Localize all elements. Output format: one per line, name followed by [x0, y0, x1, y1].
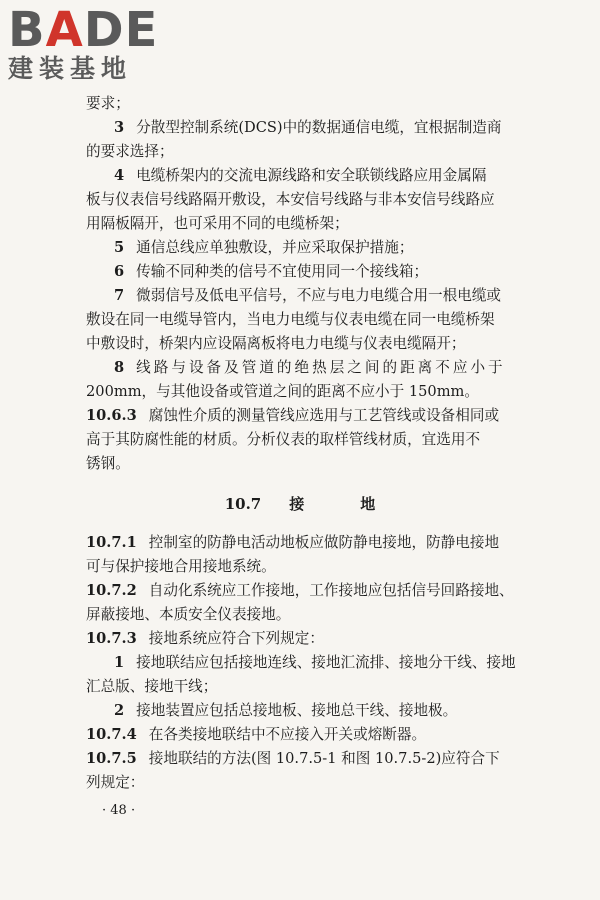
clause-10-6-3: 10.6.3 腐蚀性介质的测量管线应选用与工艺管线或设备相同或: [86, 407, 500, 424]
text-line: 敷设在同一电缆导管内，当电力电缆与仪表电缆在同一电缆桥架: [86, 311, 495, 328]
clause-10-7-5: 10.7.5 接地联结的方法(图 10.7.5-1 和图 10.7.5-2)应符合下: [86, 750, 500, 767]
list-item-2: 2 接地装置应包括总接地板、接地总干线、接地极。: [114, 702, 458, 719]
clause-10-7-1: 10.7.1 控制室的防静电活动地板应做防静电接地，防静电接地: [86, 534, 500, 551]
list-item-3: 3 分散型控制系统(DCS)中的数据通信电缆，宜根据制造商: [114, 119, 502, 136]
logo-subtitle: 建装基地: [8, 54, 133, 83]
list-item-6: 6 传输不同种类的信号不宜使用同一个接线箱；: [114, 263, 429, 280]
text-line: 中敷设时，桥架内应设隔离板将电力电缆与仪表电缆隔开；: [86, 335, 466, 352]
page-number: · 48 ·: [102, 803, 136, 818]
list-item-7: 7 微弱信号及低电平信号，不应与电力电缆合用一根电缆或: [114, 287, 502, 304]
list-item-8: 8 线路与设备及管道的绝热层之间的距离不应小于: [114, 359, 506, 376]
text-line: 锈钢。: [86, 455, 130, 472]
text-line: 要求；: [86, 95, 130, 112]
text-line: 列规定：: [86, 774, 145, 791]
text-line: 的要求选择；: [86, 143, 174, 160]
logo-wordmark: BADE: [8, 2, 159, 58]
list-item-5: 5 通信总线应单独敷设，并应采取保护措施；: [114, 239, 414, 256]
section-heading: 10.7 接 地: [224, 495, 376, 513]
text-line: 用隔板隔开，也可采用不同的电缆桥架；: [86, 215, 349, 232]
clause-10-7-2: 10.7.2 自动化系统应工作接地，工作接地应包括信号回路接地、: [86, 582, 514, 599]
text-line: 可与保护接地合用接地系统。: [86, 558, 276, 575]
list-item-1: 1 接地联结应包括接地连线、接地汇流排、接地分干线、接地: [114, 654, 516, 671]
text-line: 屏蔽接地、本质安全仪表接地。: [86, 606, 291, 623]
clause-10-7-4: 10.7.4 在各类接地联结中不应接入开关或熔断器。: [86, 726, 427, 743]
list-item-4: 4 电缆桥架内的交流电源线路和安全联锁线路应用金属隔: [114, 167, 487, 184]
text-line: 板与仪表信号线路隔开敷设，本安信号线路与非本安信号线路应: [86, 191, 495, 208]
text-line: 高于其防腐性能的材质。分析仪表的取样管线材质，宜选用不: [86, 431, 481, 448]
text-line: 200mm，与其他设备或管道之间的距离不应小于 150mm。: [86, 383, 479, 400]
clause-10-7-3: 10.7.3 接地系统应符合下列规定：: [86, 630, 324, 647]
text-line: 汇总版、接地干线；: [86, 678, 218, 695]
